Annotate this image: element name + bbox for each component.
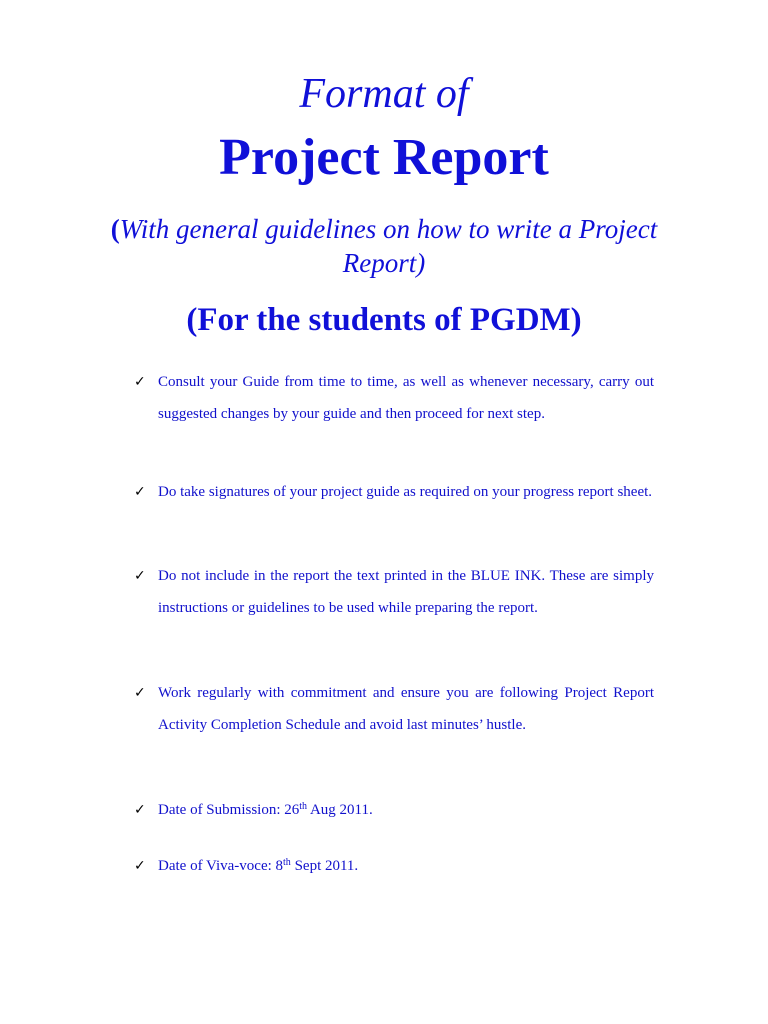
checkmark-icon: ✓ [134, 484, 146, 500]
viva-date-rest: Sept 2011. [290, 858, 359, 874]
subtitle-text: With general guidelines on how to write a Project Report) [119, 214, 658, 278]
submission-date-rest: Aug 2011. [307, 802, 373, 818]
checkmark-icon: ✓ [134, 568, 146, 584]
checkmark-icon: ✓ [134, 802, 146, 818]
list-item-text [158, 794, 654, 826]
title-project-report: Project Report [219, 129, 549, 186]
list-item-text [158, 850, 654, 882]
audience-heading: (For the students of PGDM) [186, 302, 582, 338]
list-item-text: Do take signatures of your project guide as required on your progress report sheet. [158, 484, 653, 500]
checkmark-icon: ✓ [134, 374, 146, 390]
viva-date-suffix-sup: th [283, 857, 291, 868]
submission-date-suffix-sup: th [299, 801, 308, 812]
list-item-text: Consult your Guide from time to time, as well as whenever necessary, carry out suggested changes by your guide and then proceed for next step. [158, 374, 654, 422]
subtitle [100, 212, 668, 280]
list-item [134, 476, 654, 508]
viva-date-prefix: Date of Viva-voce: 8 [158, 858, 284, 874]
list-item [134, 677, 654, 741]
list-item [134, 560, 654, 624]
list-item [134, 794, 654, 826]
checkmark-icon: ✓ [134, 858, 146, 874]
list-item [134, 850, 654, 882]
list-item-text: Work regularly with commitment and ensure you are following Project Report Activity Completion Schedule and avoid last minutes’ hustle. [158, 685, 654, 733]
checkmark-icon: ✓ [134, 685, 146, 701]
list-item [134, 366, 654, 430]
submission-date-prefix: Date of Submission: 26 [158, 802, 300, 818]
list-item-text: Do not include in the report the text printed in the BLUE INK. These are simply instructions or guidelines to be used while preparing the report. [158, 568, 654, 616]
title-format-of: Format of [299, 71, 469, 117]
subtitle-open-paren: ( [110, 214, 120, 244]
